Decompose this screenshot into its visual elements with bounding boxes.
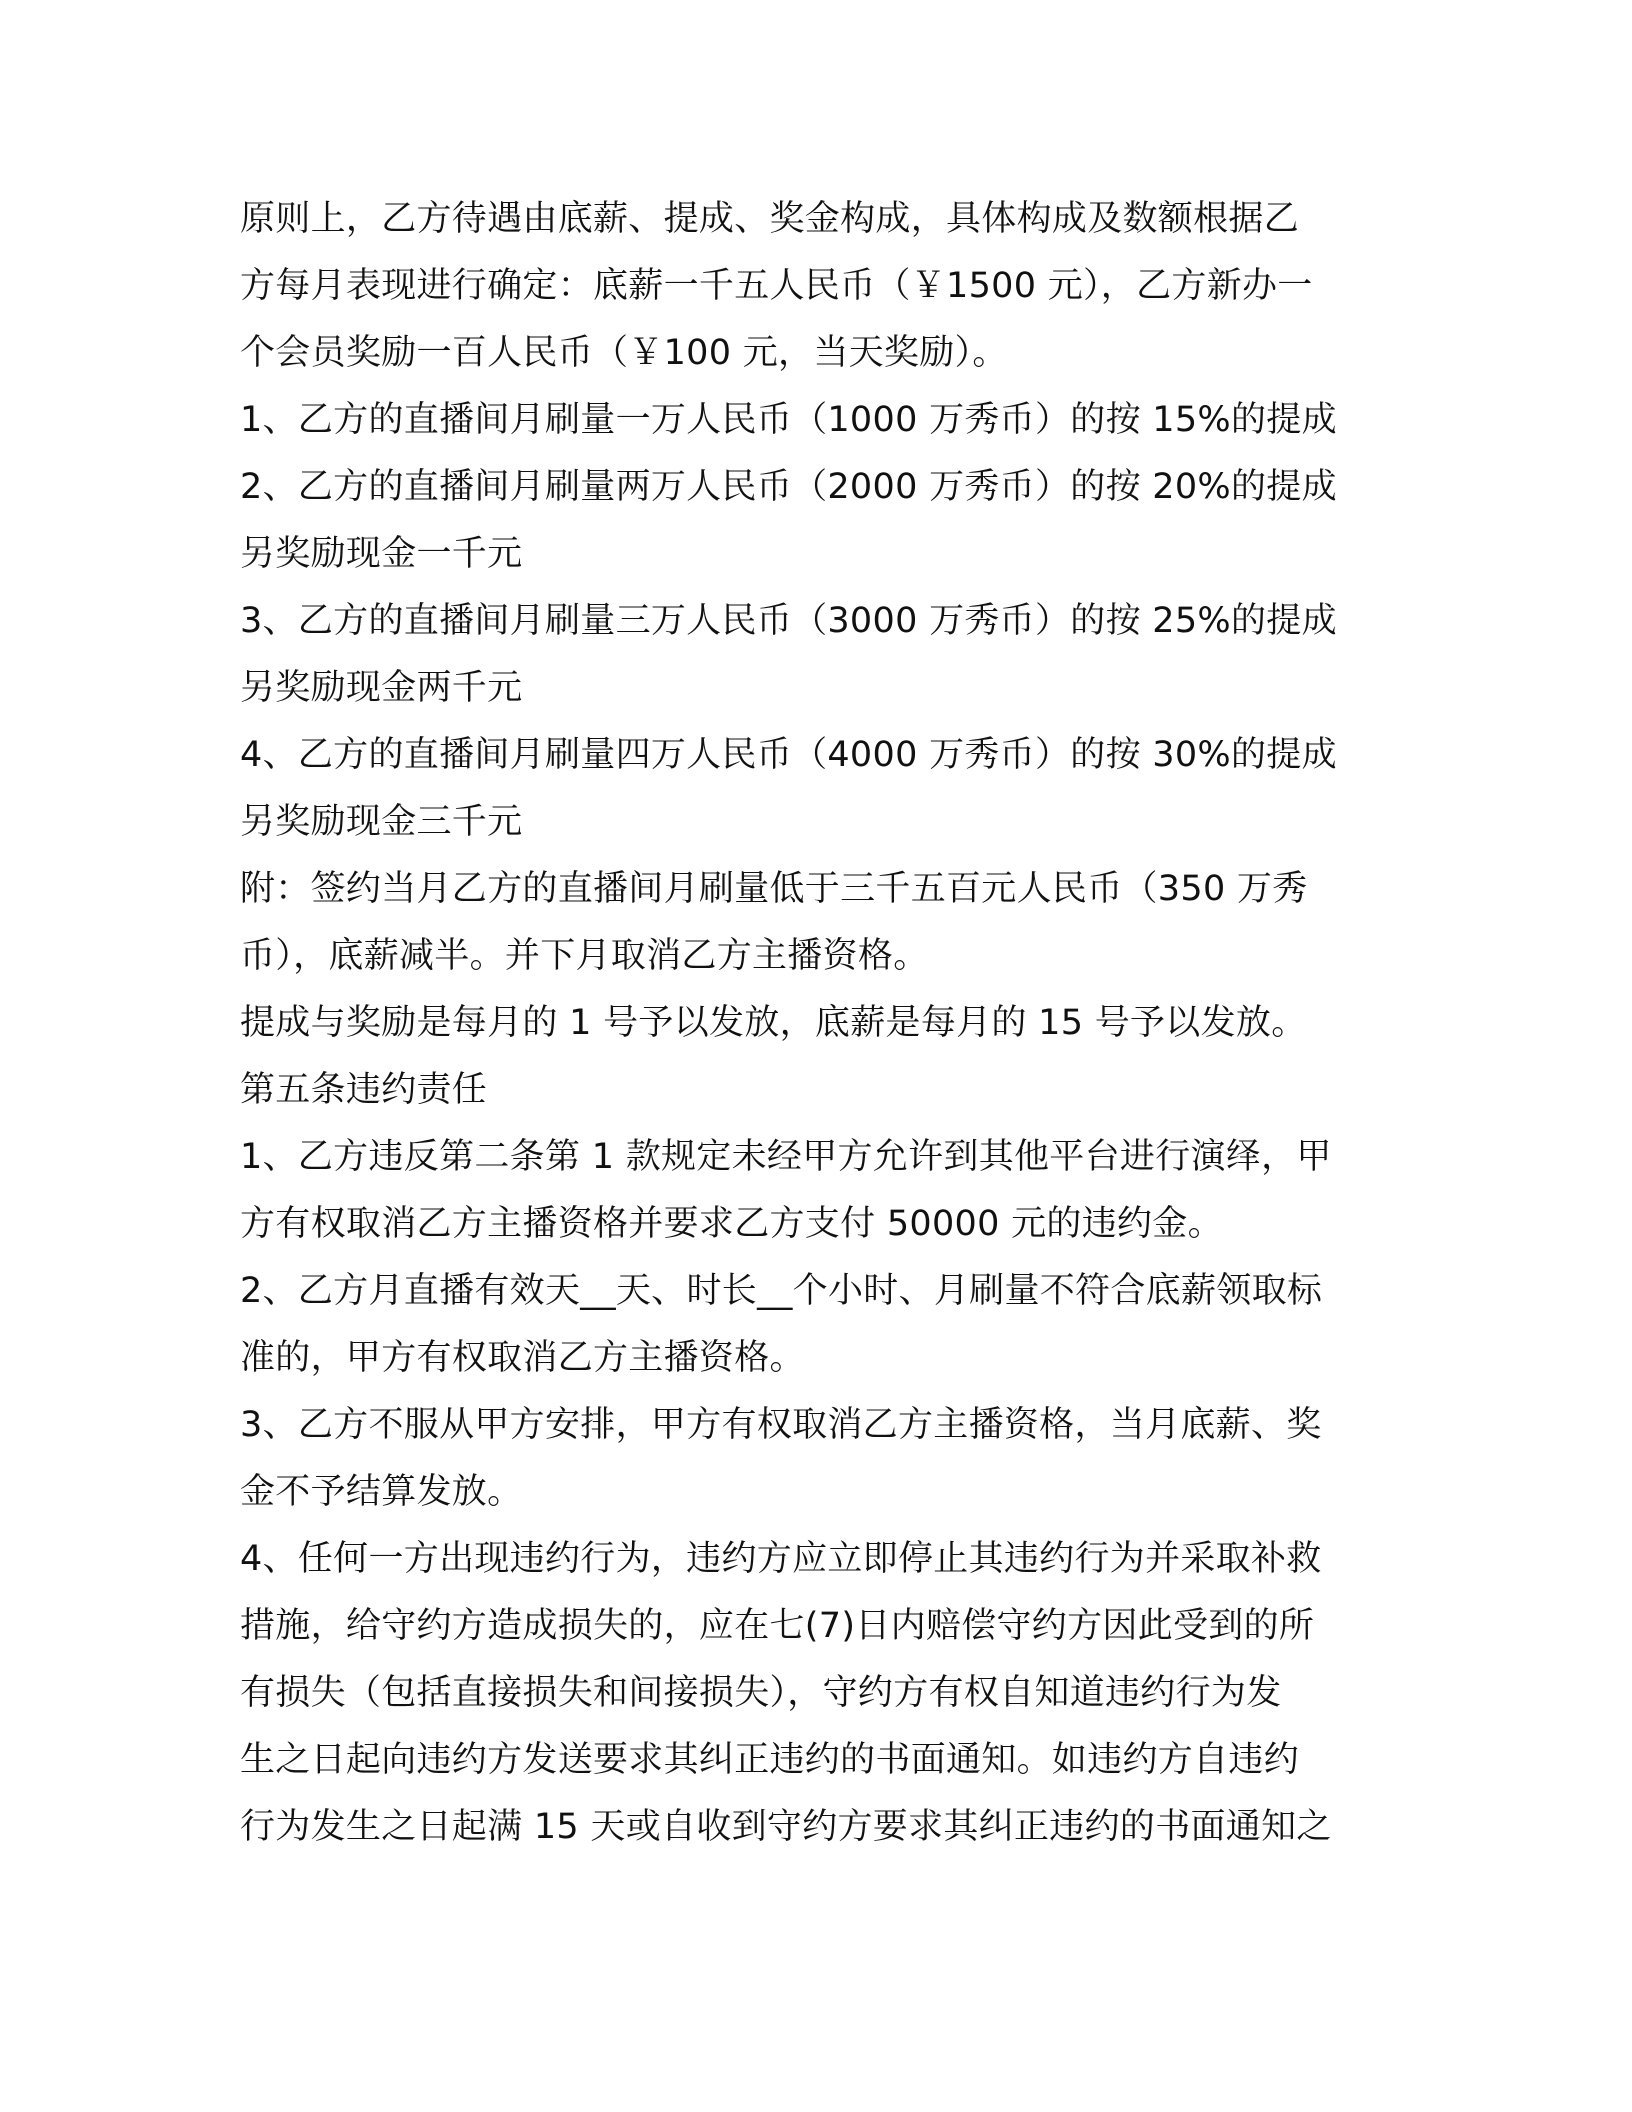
text-line: 另奖励现金三千元 (240, 802, 523, 842)
text-line: 措施，给守约方造成损失的，应在七(7)日内赔偿守约方因此受到的所 (240, 1606, 1315, 1646)
text-line: 3、乙方不服从甲方安排，甲方有权取消乙方主播资格，当月底薪、奖 (240, 1405, 1322, 1445)
text-line: 2、乙方月直播有效天__天、时长__个小时、月刷量不符合底薪领取标 (240, 1271, 1323, 1311)
text-line: 方每月表现进行确定：底薪一千五人民币（￥1500 元），乙方新办一 (240, 266, 1313, 306)
text-line: 1、乙方违反第二条第 1 款规定未经甲方允许到其他平台进行演绎，甲 (240, 1137, 1332, 1177)
text-line: 准的，甲方有权取消乙方主播资格。 (240, 1338, 805, 1378)
text-line: 生之日起向违约方发送要求其纠正违约的书面通知。如违约方自违约 (240, 1740, 1300, 1780)
text-line: 另奖励现金一千元 (240, 534, 523, 574)
text-line: 3、乙方的直播间月刷量三万人民币（3000 万秀币）的按 25%的提成 (240, 601, 1337, 641)
text-line: 币），底薪减半。并下月取消乙方主播资格。 (240, 936, 929, 976)
text-line: 2、乙方的直播间月刷量两万人民币（2000 万秀币）的按 20%的提成 (240, 467, 1337, 507)
document-body (240, 186, 1400, 1861)
text-line: 行为发生之日起满 15 天或自收到守约方要求其纠正违约的书面通知之 (240, 1807, 1332, 1847)
text-line: 1、乙方的直播间月刷量一万人民币（1000 万秀币）的按 15%的提成 (240, 400, 1337, 440)
text-line: 4、乙方的直播间月刷量四万人民币（4000 万秀币）的按 30%的提成 (240, 735, 1337, 775)
text-line: 附：签约当月乙方的直播间月刷量低于三千五百元人民币（350 万秀 (240, 869, 1308, 909)
section-heading: 第五条违约责任 (240, 1070, 488, 1110)
text-line: 金不予结算发放。 (240, 1472, 523, 1512)
text-line: 另奖励现金两千元 (240, 668, 523, 708)
text-line: 原则上，乙方待遇由底薪、提成、奖金构成，具体构成及数额根据乙 (240, 199, 1300, 239)
text-line: 方有权取消乙方主播资格并要求乙方支付 50000 元的违约金。 (240, 1204, 1223, 1244)
text-line: 提成与奖励是每月的 1 号予以发放，底薪是每月的 15 号予以发放。 (240, 1003, 1307, 1043)
text-line: 4、任何一方出现违约行为，违约方应立即停止其违约行为并采取补救 (240, 1539, 1322, 1579)
text-line: 个会员奖励一百人民币（￥100 元，当天奖励）。 (240, 333, 1008, 373)
text-line: 有损失（包括直接损失和间接损失），守约方有权自知道违约行为发 (240, 1673, 1282, 1713)
